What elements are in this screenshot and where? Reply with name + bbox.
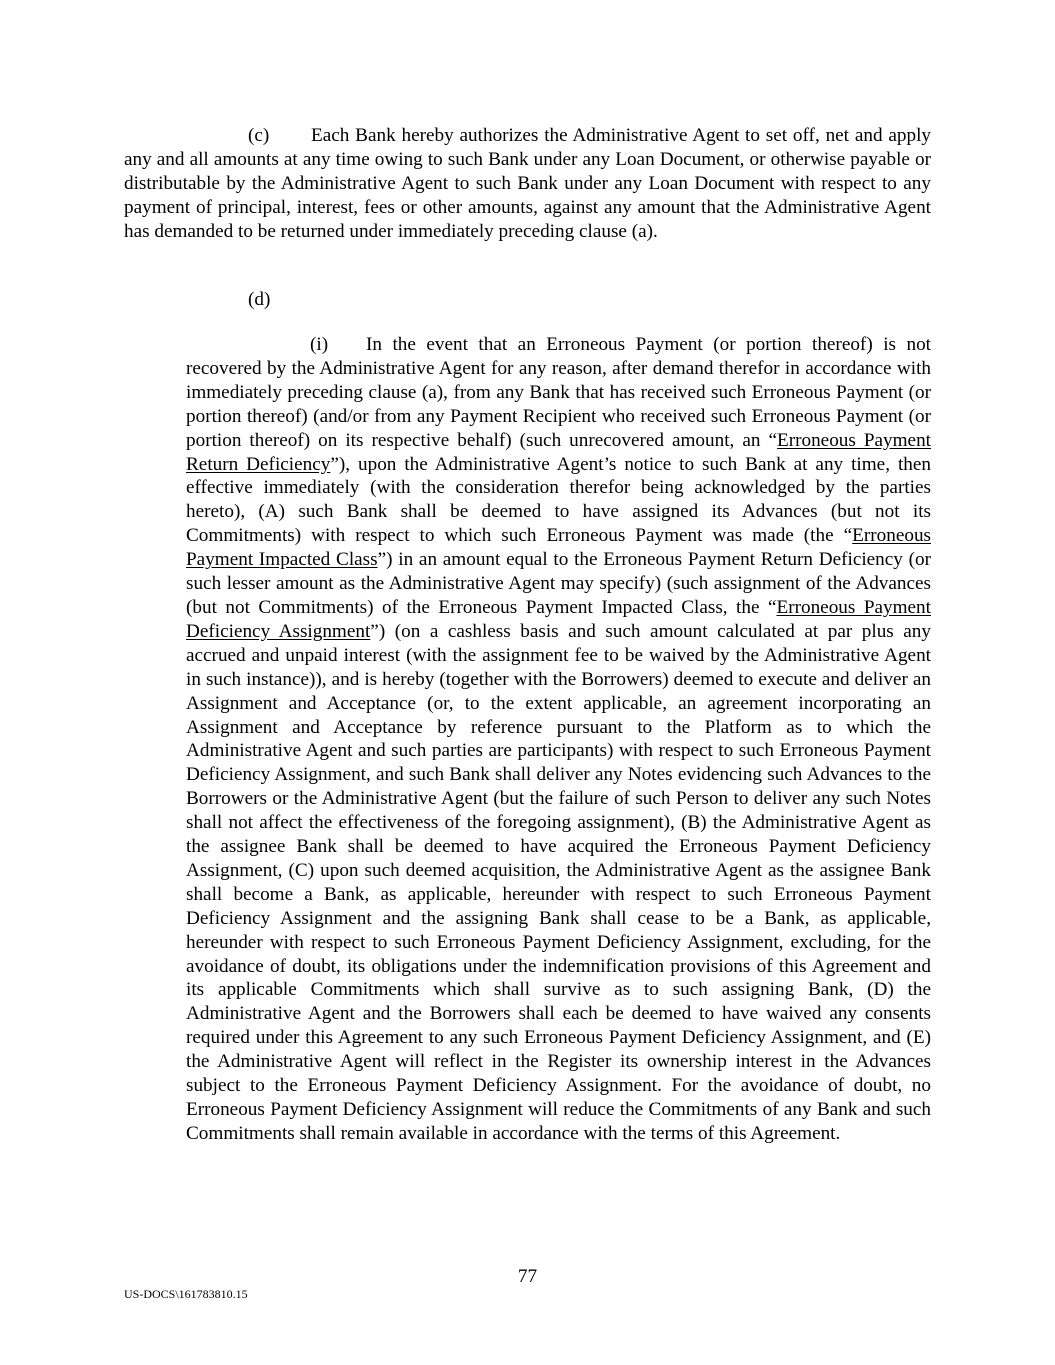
- clause-d-i-text-2: ”), upon the Administrative Agent’s notice to such Bank at any time, then effective immediately (with the consideration therefor being acknowledged by the parties hereto), (A) such Bank shall be deemed to have assigned its Advances (but not its Commitments) with respect to which such Erroneous Payment was made (the “: [186, 453, 931, 547]
- clause-c-text: Each Bank hereby authorizes the Administrative Agent to set off, net and apply any and all amounts at any time owing to such Bank under any Loan Document, or otherwise payable or distributable by the Administrative Agent to such Bank under any Loan Document with respect to any payment of principal, interest, fees or other amounts, against any amount that the Administrative Agent has demanded to be returned under immediately preceding clause (a).: [124, 125, 931, 242]
- clause-c-marker: (c): [248, 125, 270, 146]
- document-id: US-DOCS\161783810.15: [124, 1287, 248, 1301]
- clause-d-i-paragraph: [186, 333, 931, 1146]
- defined-term-deficiency-assignment: Erroneous Payment Deficiency Assignment: [186, 596, 931, 642]
- clause-d-heading: (d): [248, 289, 271, 310]
- clause-d-i-marker: (i): [310, 334, 329, 355]
- page-number: 77: [517, 1266, 538, 1287]
- defined-term-return-deficiency: Erroneous Payment Return Deficiency: [186, 429, 931, 475]
- clause-d-i-text-1: In the event that an Erroneous Payment (or portion thereof) is not recovered by the Administrative Agent for any reason, after demand therefor in accordance with immediately preceding clause (a), from any Bank that has received such Erroneous Payment (or portion thereof) (and/or from any Payment Recipient who received such Erroneous Payment (or portion thereof) on its respective behalf) (such unrecovered amount, an “: [186, 334, 931, 451]
- defined-term-impacted-class: Erroneous Payment Impacted Class: [186, 525, 931, 571]
- clause-d-i-text-3: ”) in an amount equal to the Erroneous Payment Return Deficiency (or such lesser amount as the Administrative Agent may specify) (such assignment of the Advances (but not Commitments) of the Erroneous Payment Impacted Class, the “: [186, 549, 932, 618]
- clause-c-paragraph: [124, 124, 931, 244]
- clause-d-i-text-4: ”) (on a cashless basis and such amount calculated at par plus any accrued and unpaid interest (with the assignment fee to be waived by the Administrative Agent in such instance)), and is hereby (together with the Borrowers) deemed to execute and deliver an Assignment and Acceptance (or, to the extent applicable, an agreement incorporating an Assignment and Acceptance by reference pursuant to the Platform as to which the Administrative Agent and such parties are participants) with respect to such Erroneous Payment Deficiency Assignment, and such Bank shall deliver any Notes evidencing such Advances to the Borrowers or the Administrative Agent (but the failure of such Person to deliver any such Notes shall not affect the effectiveness of the foregoing assignment), (B) the Administrative Agent as the assignee Bank shall be deemed to have acquired the Erroneous Payment Deficiency Assignment, (C) upon such deemed acquisition, the Administrative Agent as the assignee Bank shall become a Bank, as applicable, hereunder with respect to such Erroneous Payment Deficiency Assignment and the assigning Bank shall cease to be a Bank, as applicable, hereunder with respect to such Erroneous Payment Deficiency Assignment, excluding, for the avoidance of doubt, its obligations under the indemnification provisions of this Agreement and its applicable Commitments which shall survive as to such assigning Bank, (D) the Administrative Agent and the Borrowers shall each be deemed to have waived any consents required under this Agreement to any such Erroneous Payment Deficiency Assignment, and (E) the Administrative Agent will reflect in the Register its ownership interest in the Advances subject to the Erroneous Payment Deficiency Assignment. For the avoidance of doubt, no Erroneous Payment Deficiency Assignment will reduce the Commitments of any Bank and such Commitments shall remain available in accordance with the terms of this Agreement.: [186, 620, 931, 1144]
